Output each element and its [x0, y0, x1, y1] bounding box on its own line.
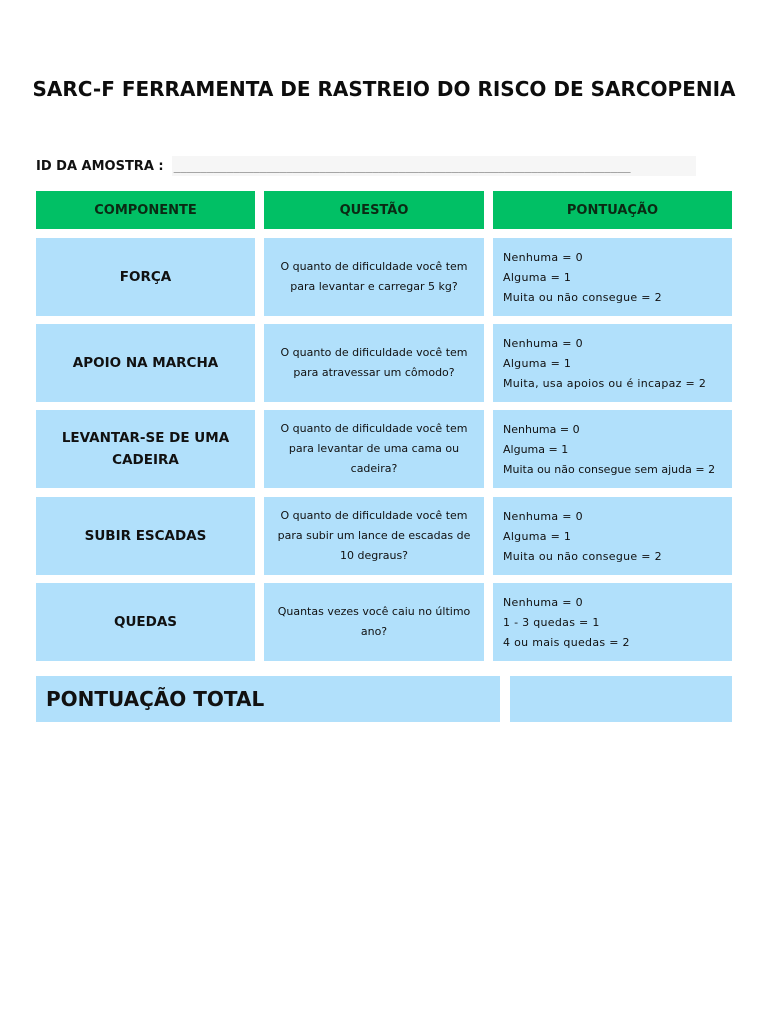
header-question: QUESTÃO [264, 191, 484, 229]
sample-id-field[interactable]: _____________________________________________________________________ [172, 156, 696, 176]
total-score-field[interactable] [510, 676, 732, 722]
header-score: PONTUAÇÃO [493, 191, 732, 229]
score-cell [493, 238, 732, 316]
component-cell: LEVANTAR-SE DE UMA CADEIRA [36, 410, 255, 488]
component-cell: FORÇA [36, 238, 255, 316]
score-option: Muita ou não consegue = 2 [503, 291, 662, 304]
score-option: 1 - 3 quedas = 1 [503, 616, 600, 629]
score-option: 4 ou mais quedas = 2 [503, 636, 630, 649]
score-option: Nenhuma = 0 [503, 423, 580, 436]
score-cell [493, 497, 732, 575]
question-cell: O quanto de dificuldade você tem para levantar e carregar 5 kg? [264, 238, 484, 316]
score-option: Nenhuma = 0 [503, 251, 583, 264]
question-cell: Quantas vezes você caiu no último ano? [264, 583, 484, 661]
component-cell: QUEDAS [36, 583, 255, 661]
component-cell: APOIO NA MARCHA [36, 324, 255, 402]
score-option: Nenhuma = 0 [503, 337, 583, 350]
score-option: Muita ou não consegue sem ajuda = 2 [503, 463, 716, 476]
page-title: SARC-F FERRAMENTA DE RASTREIO DO RISCO DE SARCOPENIA [32, 77, 736, 101]
sample-id-row [36, 156, 696, 176]
score-cell [493, 410, 732, 488]
score-option: Muita, usa apoios ou é incapaz = 2 [503, 377, 707, 390]
score-option: Alguma = 1 [503, 443, 569, 456]
total-score-label: PONTUAÇÃO TOTAL [36, 676, 500, 722]
score-option: Alguma = 1 [503, 530, 572, 543]
score-cell [493, 324, 732, 402]
question-cell: O quanto de dificuldade você tem para atravessar um cômodo? [264, 324, 484, 402]
question-cell: O quanto de dificuldade você tem para levantar de uma cama ou cadeira? [264, 410, 484, 488]
score-option: Muita ou não consegue = 2 [503, 550, 662, 563]
score-option: Nenhuma = 0 [503, 596, 583, 609]
sample-id-label: ID DA AMOSTRA : [36, 158, 164, 174]
question-cell: O quanto de dificuldade você tem para subir um lance de escadas de 10 degraus? [264, 497, 484, 575]
score-option: Nenhuma = 0 [503, 510, 583, 523]
score-option: Alguma = 1 [503, 357, 572, 370]
score-cell [493, 583, 732, 661]
header-component: COMPONENTE [36, 191, 255, 229]
component-cell: SUBIR ESCADAS [36, 497, 255, 575]
score-option: Alguma = 1 [503, 271, 572, 284]
